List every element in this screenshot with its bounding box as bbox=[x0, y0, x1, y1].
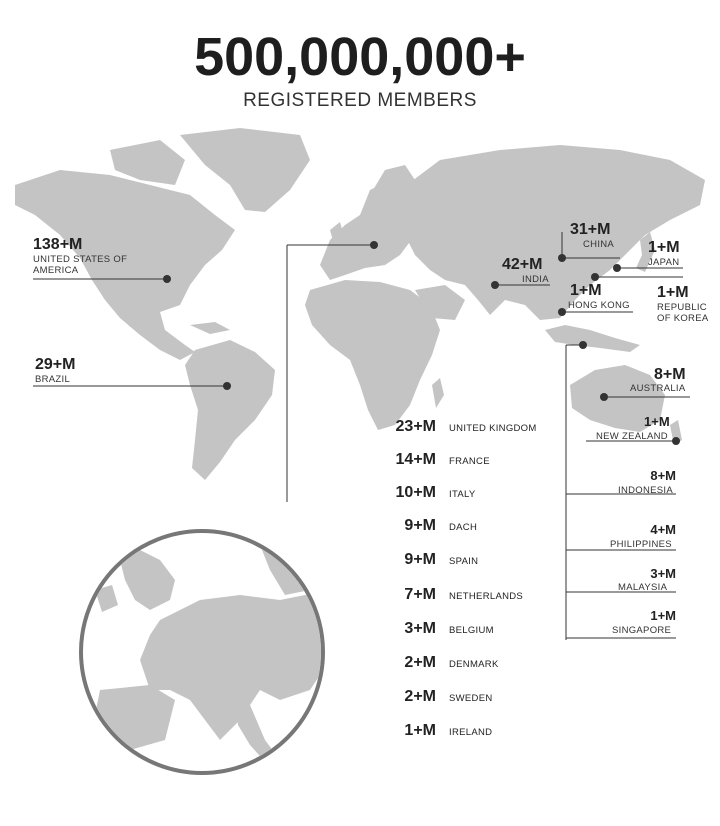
marker-value: 8+M bbox=[654, 366, 686, 383]
marker-label-australia bbox=[630, 366, 686, 394]
europe-row bbox=[380, 722, 580, 744]
europe-row bbox=[380, 586, 580, 608]
marker-label-japan bbox=[648, 239, 680, 268]
marker-label-usa bbox=[33, 236, 143, 276]
hong-kong-dot bbox=[558, 308, 566, 316]
marker-value: 29+M bbox=[35, 356, 76, 373]
europe-row bbox=[380, 688, 580, 710]
europe-row-value: 9+M bbox=[404, 517, 436, 534]
marker-country: SINGAPORE bbox=[612, 625, 672, 636]
europe-row bbox=[380, 620, 580, 642]
marker-country: BRAZIL bbox=[35, 374, 71, 385]
europe-row-country: DACH bbox=[449, 522, 478, 533]
europe-row bbox=[380, 451, 580, 473]
marker-label-malaysia bbox=[618, 566, 676, 593]
marker-country: INDONESIA bbox=[618, 485, 673, 496]
europe-row bbox=[380, 484, 580, 506]
europe-row-country: UNITED KINGDOM bbox=[449, 423, 537, 434]
europe-row-value: 7+M bbox=[404, 586, 436, 603]
marker-value: 42+M bbox=[502, 256, 543, 273]
europe-row-country: BELGIUM bbox=[449, 625, 494, 636]
marker-value: 1+M bbox=[644, 414, 670, 429]
europe-row-country: NETHERLANDS bbox=[449, 591, 524, 602]
marker-label-singapore bbox=[612, 608, 676, 636]
marker-label-indonesia bbox=[618, 468, 676, 496]
europe-dot bbox=[370, 241, 378, 249]
marker-label-new-zealand bbox=[596, 414, 670, 442]
marker-label-india bbox=[502, 256, 549, 285]
marker-country: JAPAN bbox=[648, 257, 680, 268]
europe-row bbox=[380, 517, 580, 539]
korea-dot bbox=[591, 273, 599, 281]
marker-country: HONG KONG bbox=[568, 300, 630, 311]
south-america-landmass bbox=[185, 340, 275, 480]
marker-country: PHILIPPINES bbox=[610, 539, 672, 550]
europe-row bbox=[380, 654, 580, 676]
europe-row-value: 9+M bbox=[404, 551, 436, 568]
marker-value: 31+M bbox=[570, 221, 611, 238]
greenland-landmass bbox=[180, 128, 310, 212]
marker-label-brazil bbox=[35, 356, 75, 385]
zoom-iberia-landmass bbox=[95, 685, 175, 750]
marker-label-philippines bbox=[610, 522, 676, 550]
europe-row-value: 10+M bbox=[395, 484, 436, 501]
marker-value: 1+M bbox=[657, 284, 689, 301]
marker-value: 1+M bbox=[650, 608, 676, 623]
marker-label-china bbox=[570, 221, 614, 250]
europe-row-value: 2+M bbox=[404, 654, 436, 671]
marker-country: CHINA bbox=[583, 239, 615, 250]
marker-country: UNITED STATES OF AMERICA bbox=[33, 254, 128, 276]
europe-row-country: FRANCE bbox=[449, 456, 490, 467]
europe-row-value: 3+M bbox=[404, 620, 436, 637]
marker-value: 1+M bbox=[570, 282, 602, 299]
marker-value: 4+M bbox=[650, 522, 676, 537]
marker-country: NEW ZEALAND bbox=[596, 431, 668, 442]
europe-row-country: SPAIN bbox=[449, 556, 479, 567]
marker-value: 138+M bbox=[33, 236, 83, 253]
europe-row-value: 23+M bbox=[395, 418, 436, 435]
china-dot bbox=[558, 254, 566, 262]
marker-value: 8+M bbox=[650, 468, 676, 483]
marker-value: 3+M bbox=[650, 566, 676, 581]
europe-row-country: DENMARK bbox=[449, 659, 499, 670]
new-zealand-dot bbox=[672, 437, 680, 445]
europe-row-value: 1+M bbox=[404, 722, 436, 739]
japan-dot bbox=[613, 264, 621, 272]
madagascar-landmass bbox=[432, 378, 444, 408]
marker-country: AUSTRALIA bbox=[630, 383, 686, 394]
europe-row-value: 14+M bbox=[395, 451, 436, 468]
europe-row-country: SWEDEN bbox=[449, 693, 493, 704]
indonesia-landmass bbox=[545, 325, 640, 352]
africa-landmass bbox=[305, 280, 440, 430]
australia-dot bbox=[600, 393, 608, 401]
marker-country: MALAYSIA bbox=[618, 582, 668, 593]
southeast-asia-dot bbox=[579, 341, 587, 349]
marker-label-hong-kong bbox=[568, 282, 630, 311]
total-members-value: 500,000,000+ bbox=[194, 27, 526, 87]
india-dot bbox=[491, 281, 499, 289]
marker-country: INDIA bbox=[522, 274, 549, 285]
usa-dot bbox=[163, 275, 171, 283]
marker-value: 1+M bbox=[648, 239, 680, 256]
europe-row bbox=[380, 418, 580, 440]
europe-row-country: IRELAND bbox=[449, 727, 493, 738]
europe-row-country: ITALY bbox=[449, 489, 476, 500]
brazil-dot bbox=[223, 382, 231, 390]
caribbean-landmass bbox=[190, 322, 230, 334]
europe-row bbox=[380, 551, 580, 573]
total-members-caption: REGISTERED MEMBERS bbox=[243, 90, 477, 111]
europe-row-value: 2+M bbox=[404, 688, 436, 705]
marker-label-korea bbox=[657, 284, 717, 324]
marker-country: REPUBLIC OF KOREA bbox=[657, 302, 709, 324]
